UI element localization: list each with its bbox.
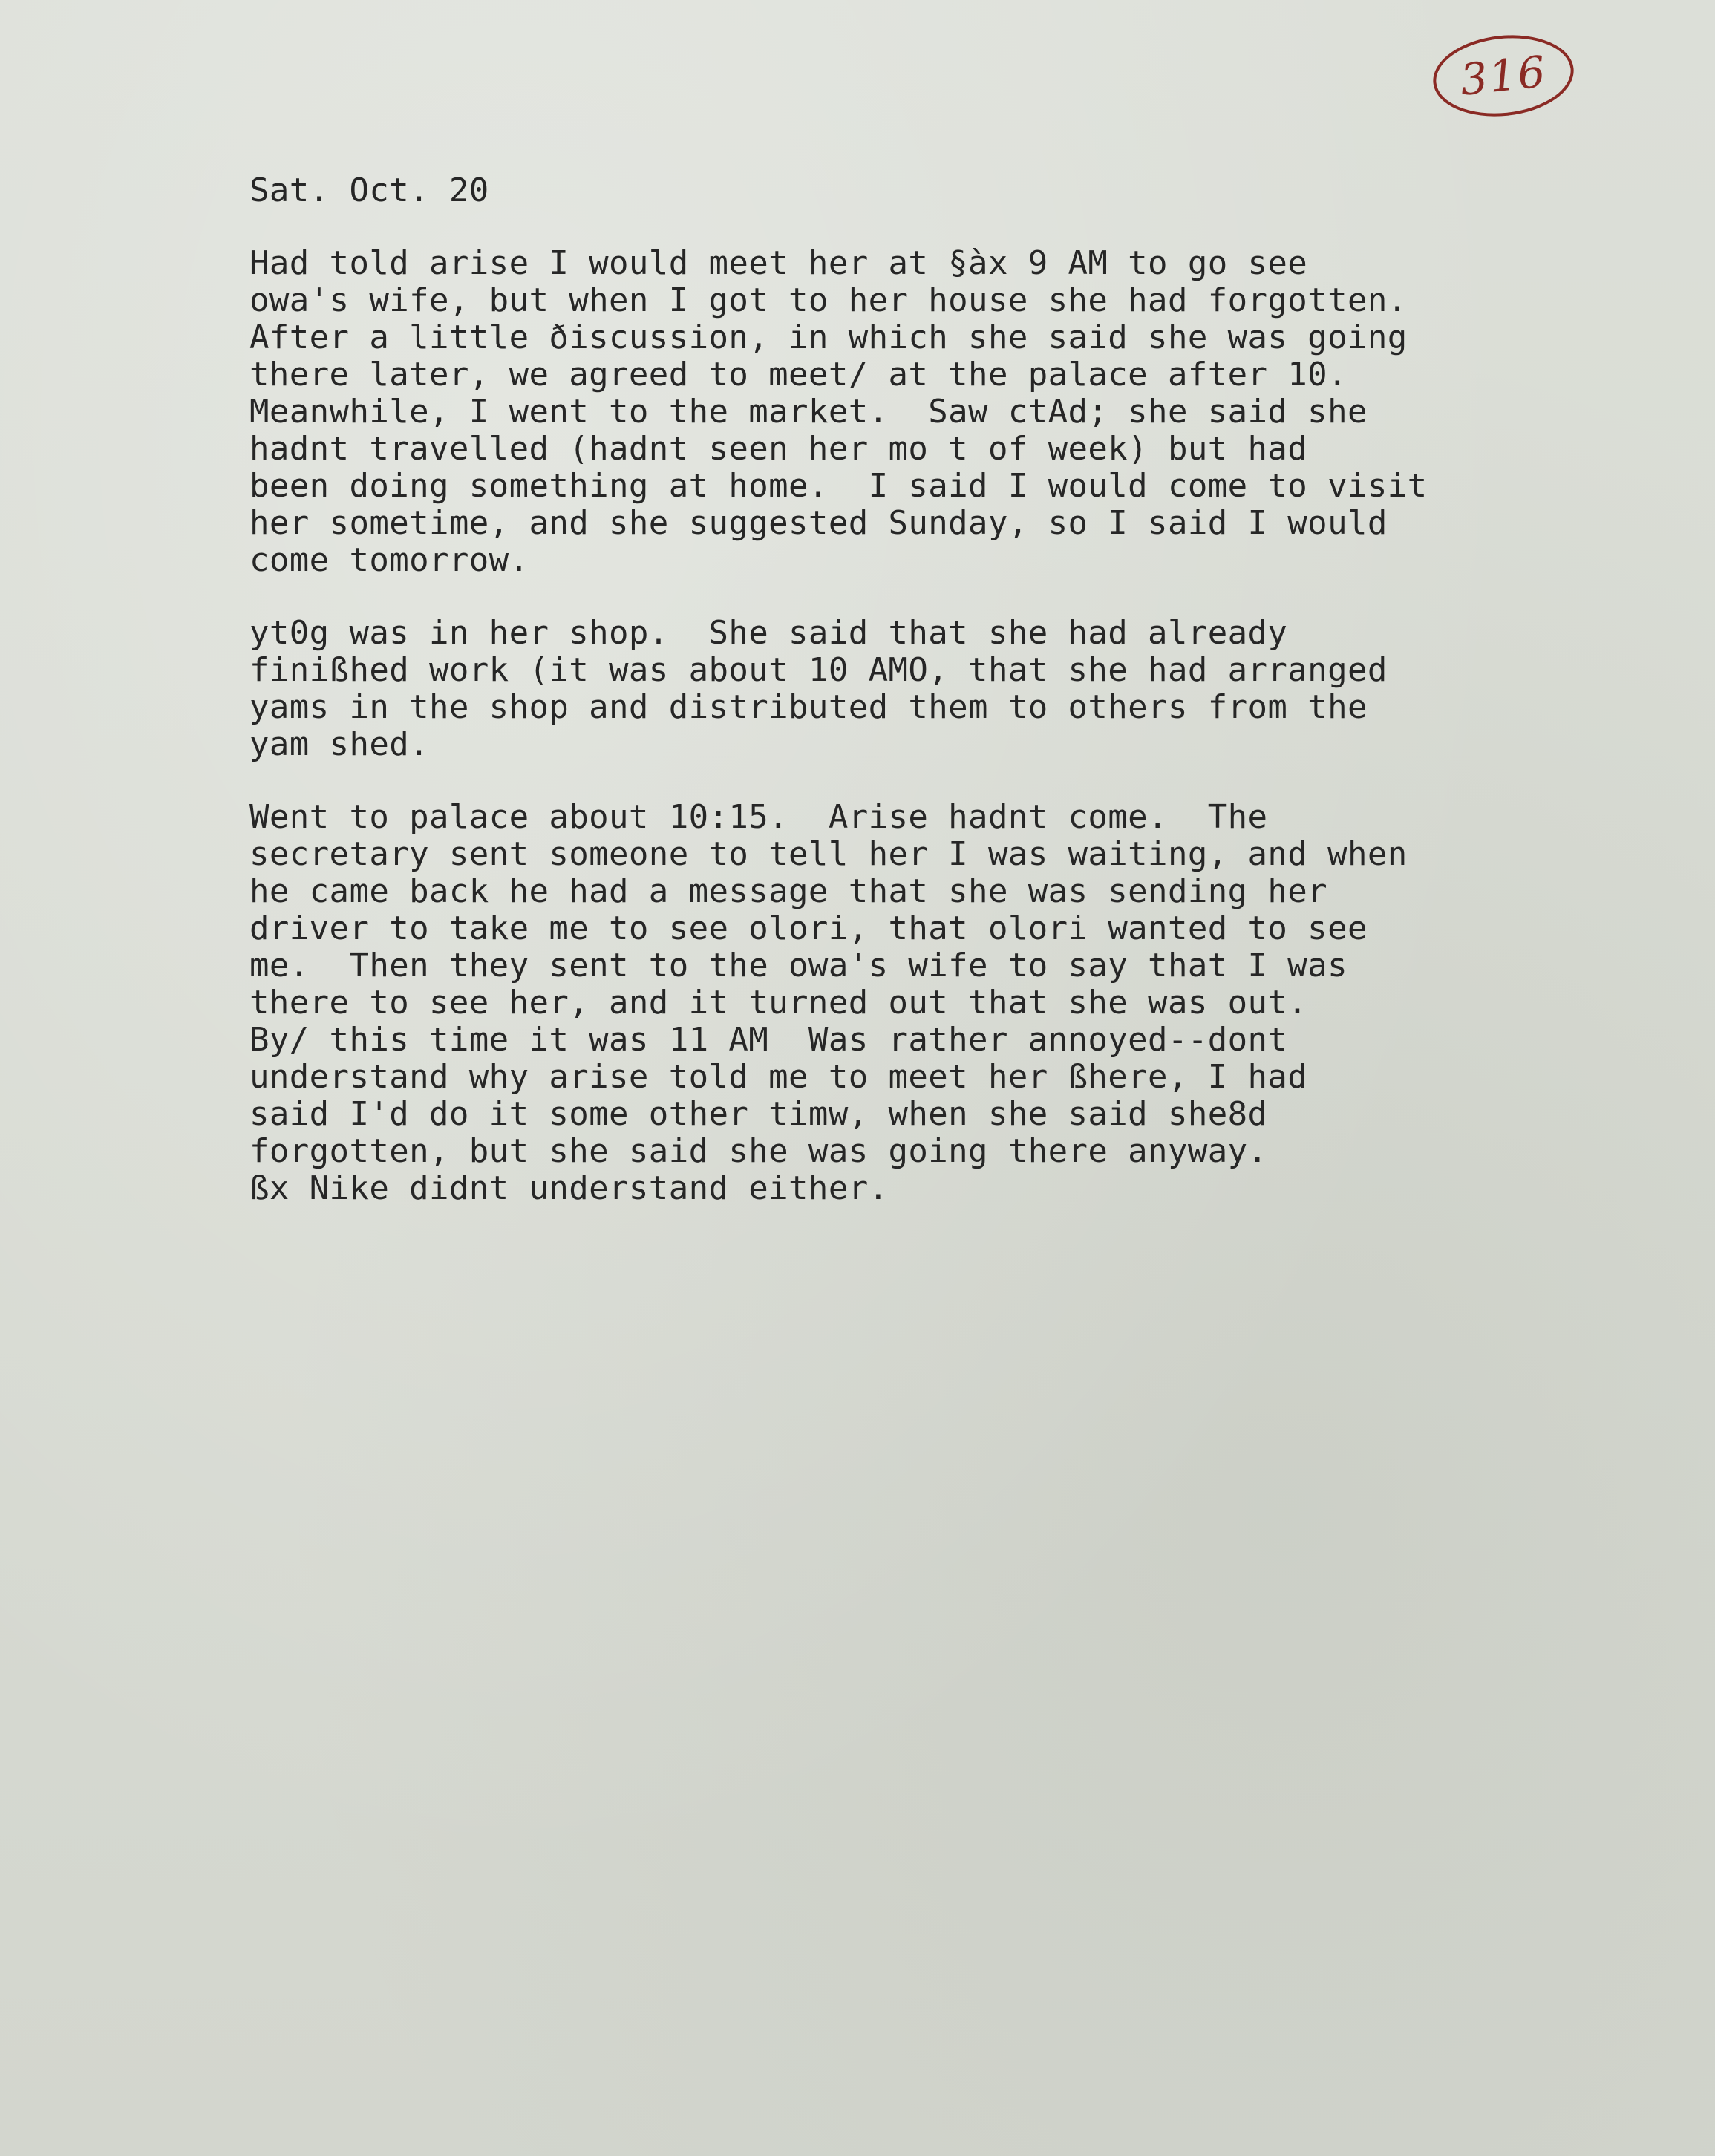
text-line: By/ this time it was 11 AM Was rather annoyed--dont bbox=[249, 1021, 1288, 1059]
text-line: ßx Nike didnt understand either. bbox=[249, 1169, 889, 1207]
text-line: Had told arise I would meet her at §àx 9 AM to go see bbox=[249, 244, 1308, 282]
paragraph-2 bbox=[249, 615, 1630, 763]
text-line: said I'd do it some other timw, when she said she8d bbox=[249, 1095, 1268, 1133]
text-line: Meanwhile, I went to the market. Saw ctAd; she said she bbox=[249, 393, 1368, 431]
text-line: come tomorrow. bbox=[249, 541, 529, 579]
text-line: Went to palace about 10:15. Arise hadnt come. The bbox=[249, 798, 1268, 836]
text-line: driver to take me to see olori, that olori wanted to see bbox=[249, 909, 1368, 947]
text-line: he came back he had a message that she was sending her bbox=[249, 872, 1328, 910]
paragraph-3 bbox=[249, 799, 1630, 1207]
text-line: forgotten, but she said she was going there anyway. bbox=[249, 1132, 1268, 1170]
paragraph-1 bbox=[249, 245, 1630, 579]
text-line: yt0g was in her shop. She said that she had already bbox=[249, 614, 1288, 652]
text-line: there to see her, and it turned out that she was out. bbox=[249, 984, 1308, 1022]
text-line: hadnt travelled (hadnt seen her mo t of week) but had bbox=[249, 430, 1308, 468]
text-line: her sometime, and she suggested Sunday, so I said I would bbox=[249, 504, 1388, 542]
text-line: owa's wife, but when I got to her house she had forgotten. bbox=[249, 281, 1408, 319]
text-line: there later, we agreed to meet/ at the palace after 10. bbox=[249, 356, 1348, 393]
text-line: understand why arise told me to meet her ßhere, I had bbox=[249, 1058, 1308, 1096]
entry-date: Sat. Oct. 20 bbox=[249, 172, 489, 209]
typescript-body bbox=[249, 172, 1630, 1243]
text-line: been doing something at home. I said I would come to visit bbox=[249, 467, 1428, 505]
text-line: me. Then they sent to the owa's wife to say that I was bbox=[249, 947, 1348, 984]
text-line: yams in the shop and distributed them to others from the bbox=[249, 688, 1368, 726]
page-number-circled: 316 bbox=[1429, 28, 1578, 122]
text-line: yam shed. bbox=[249, 725, 430, 763]
text-line: finißhed work (it was about 10 AMO, that she had arranged bbox=[249, 651, 1388, 689]
text-line: After a little ðiscussion, in which she said she was going bbox=[249, 318, 1408, 356]
text-line: secretary sent someone to tell her I was waiting, and when bbox=[249, 835, 1408, 873]
